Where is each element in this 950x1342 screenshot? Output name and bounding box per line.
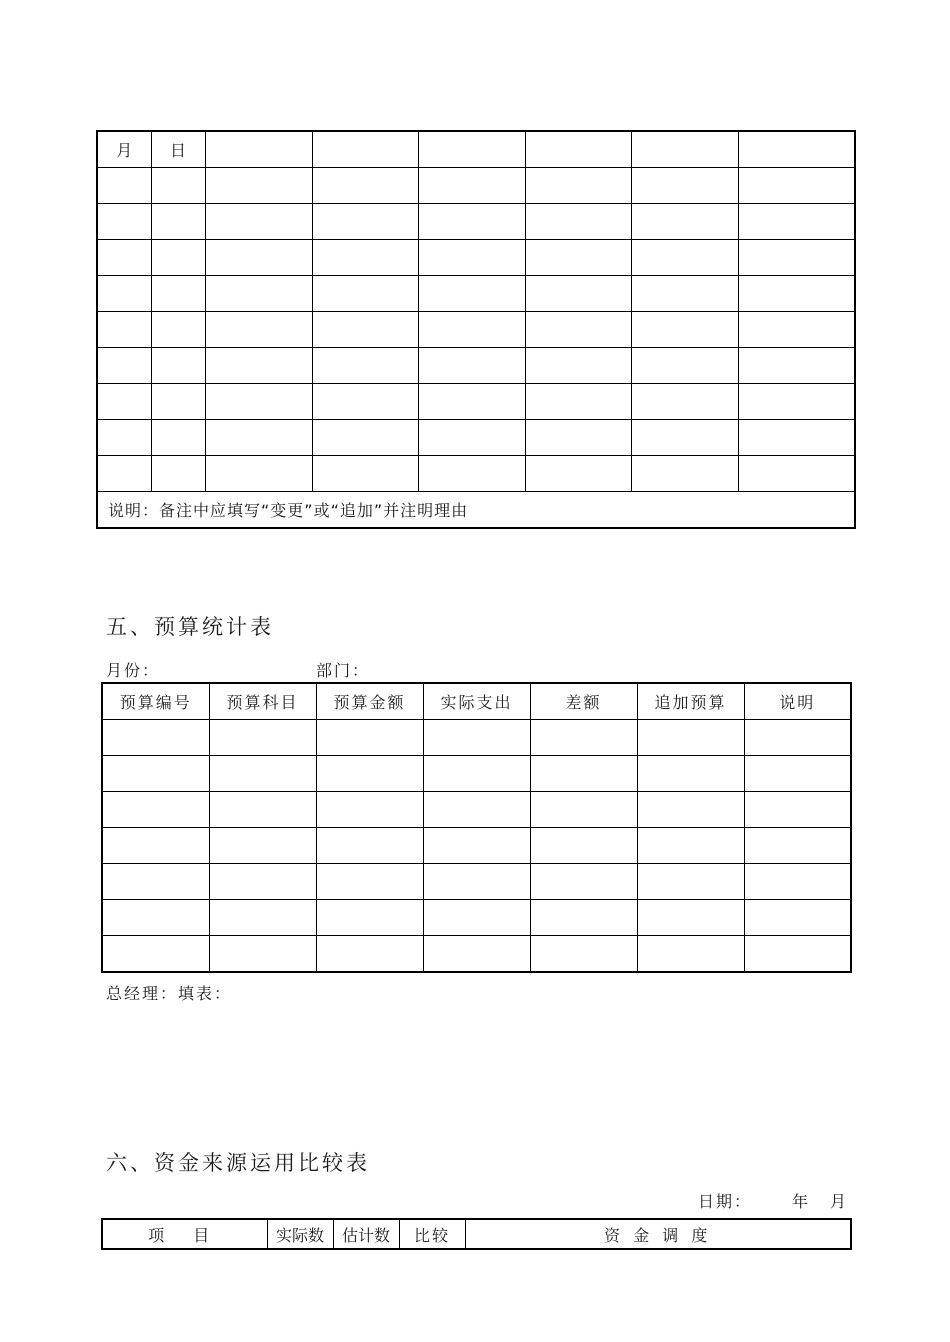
header-cell-description: 说明 [744, 683, 851, 720]
table-cell [151, 276, 205, 312]
daily-record-table [96, 130, 856, 529]
header-cell [631, 131, 738, 168]
table-cell [312, 384, 418, 420]
table-row [102, 828, 851, 864]
table-cell [102, 792, 209, 828]
table-cell [637, 792, 744, 828]
table-cell [738, 456, 855, 492]
table-cell [97, 384, 151, 420]
header-cell-day: 日 [151, 131, 205, 168]
table-cell [312, 240, 418, 276]
table-cell [418, 348, 525, 384]
table-cell [151, 312, 205, 348]
table-row [102, 900, 851, 936]
date-label: 日期： [698, 1192, 753, 1211]
table-cell [97, 312, 151, 348]
table-row [97, 456, 855, 492]
table-cell [205, 420, 312, 456]
header-cell-budget-code: 预算编号 [102, 683, 209, 720]
table-row [97, 204, 855, 240]
table-row [97, 312, 855, 348]
table-cell [744, 720, 851, 756]
table-cell [637, 756, 744, 792]
table-cell [97, 168, 151, 204]
section-title-budget: 五、预算统计表 [106, 615, 274, 639]
table-cell [637, 900, 744, 936]
table-row [97, 168, 855, 204]
table-row [102, 792, 851, 828]
table-header-row [102, 1219, 851, 1249]
table-cell [738, 420, 855, 456]
table-cell [530, 756, 637, 792]
table-cell [151, 420, 205, 456]
table-cell [418, 204, 525, 240]
table-cell [525, 312, 631, 348]
table-cell [209, 792, 316, 828]
table-cell [631, 384, 738, 420]
table-header-row [97, 131, 855, 168]
table-cell [738, 240, 855, 276]
table-header-row [102, 683, 851, 720]
table-cell [312, 348, 418, 384]
signature-footer: 总经理：填表： [106, 984, 233, 1003]
table-cell [316, 756, 423, 792]
table-cell [418, 420, 525, 456]
table-cell [97, 240, 151, 276]
header-cell [738, 131, 855, 168]
table-cell [102, 936, 209, 973]
table-cell [97, 456, 151, 492]
table-cell [637, 828, 744, 864]
department-label: 部门： [316, 661, 371, 680]
table-cell [738, 384, 855, 420]
month-unit-label: 月 [830, 1192, 849, 1211]
table-cell [102, 828, 209, 864]
table-row [97, 276, 855, 312]
table-cell [631, 276, 738, 312]
table-cell [744, 936, 851, 973]
table-cell [312, 312, 418, 348]
table-cell [312, 168, 418, 204]
table-cell [744, 900, 851, 936]
table-cell [738, 348, 855, 384]
table-cell [209, 864, 316, 900]
fund-comparison-table [101, 1218, 852, 1250]
table-cell [151, 456, 205, 492]
table-cell [418, 240, 525, 276]
table-cell [525, 204, 631, 240]
table-cell [744, 792, 851, 828]
table-cell [312, 420, 418, 456]
table-cell [631, 312, 738, 348]
note-text: 说明：备注中应填写“变更”或“追加”并注明理由 [97, 492, 855, 529]
header-cell-actual: 实际数 [267, 1219, 333, 1249]
table-cell [312, 204, 418, 240]
table-cell [530, 720, 637, 756]
table-cell [631, 420, 738, 456]
header-cell-difference: 差额 [530, 683, 637, 720]
table-cell [205, 348, 312, 384]
table-cell [738, 168, 855, 204]
table-cell [530, 828, 637, 864]
table-cell [316, 828, 423, 864]
section-title-fund-comparison: 六、资金来源运用比较表 [106, 1151, 370, 1175]
table-cell [205, 240, 312, 276]
header-cell-comparison: 比较 [399, 1219, 465, 1249]
table-cell [102, 900, 209, 936]
table-cell [738, 204, 855, 240]
table-cell [525, 456, 631, 492]
table-cell [631, 348, 738, 384]
table-cell [151, 348, 205, 384]
year-label: 年 [792, 1192, 811, 1211]
header-cell-budget-subject: 预算科目 [209, 683, 316, 720]
table-cell [525, 240, 631, 276]
header-cell-fund-scheduling: 资 金 调 度 [465, 1219, 851, 1249]
header-cell [418, 131, 525, 168]
table-cell [530, 864, 637, 900]
table-cell [205, 276, 312, 312]
table-cell [209, 936, 316, 973]
table-cell [525, 420, 631, 456]
header-cell-estimate: 估计数 [333, 1219, 399, 1249]
table-cell [423, 792, 530, 828]
table-cell [97, 348, 151, 384]
table-cell [631, 204, 738, 240]
table-cell [744, 828, 851, 864]
header-cell [525, 131, 631, 168]
table-cell [631, 456, 738, 492]
table-cell [205, 384, 312, 420]
table-cell [151, 384, 205, 420]
table-cell [423, 864, 530, 900]
table-cell [316, 720, 423, 756]
table-cell [525, 384, 631, 420]
table-cell [97, 420, 151, 456]
table-cell [525, 276, 631, 312]
table-cell [102, 864, 209, 900]
table-cell [423, 828, 530, 864]
table-cell [637, 864, 744, 900]
table-cell [418, 168, 525, 204]
table-cell [738, 312, 855, 348]
header-cell-month: 月 [97, 131, 151, 168]
header-cell [312, 131, 418, 168]
table-cell [205, 456, 312, 492]
header-cell-budget-amount: 预算金额 [316, 683, 423, 720]
table-row [102, 720, 851, 756]
table-cell [97, 204, 151, 240]
table-cell [423, 756, 530, 792]
table-cell [530, 792, 637, 828]
table-cell [525, 168, 631, 204]
table-cell [530, 900, 637, 936]
table-row [102, 864, 851, 900]
budget-statistics-table [101, 682, 852, 973]
table-cell [744, 756, 851, 792]
table-cell [316, 900, 423, 936]
table-cell [418, 384, 525, 420]
table-cell [312, 276, 418, 312]
table-cell [209, 720, 316, 756]
note-row [97, 492, 855, 529]
table-cell [205, 168, 312, 204]
table-cell [151, 204, 205, 240]
table-cell [209, 900, 316, 936]
table-cell [631, 240, 738, 276]
table-cell [637, 720, 744, 756]
table-cell [423, 720, 530, 756]
table-cell [738, 276, 855, 312]
table-cell [151, 240, 205, 276]
table-cell [637, 936, 744, 973]
table-row [97, 240, 855, 276]
table-row [102, 936, 851, 973]
header-cell-item: 项 目 [102, 1219, 267, 1249]
table-cell [102, 720, 209, 756]
table-cell [316, 936, 423, 973]
table-cell [744, 864, 851, 900]
table-cell [151, 168, 205, 204]
table-cell [423, 900, 530, 936]
table-row [97, 384, 855, 420]
table-cell [102, 756, 209, 792]
header-cell-actual-expense: 实际支出 [423, 683, 530, 720]
header-cell [205, 131, 312, 168]
table-cell [205, 312, 312, 348]
table-cell [209, 828, 316, 864]
table-cell [418, 312, 525, 348]
table-cell [418, 456, 525, 492]
table-cell [631, 168, 738, 204]
table-row [102, 756, 851, 792]
header-cell-additional-budget: 追加预算 [637, 683, 744, 720]
table-cell [316, 792, 423, 828]
table-cell [525, 348, 631, 384]
table-cell [205, 204, 312, 240]
table-cell [530, 936, 637, 973]
table-cell [423, 936, 530, 973]
table-row [97, 420, 855, 456]
table-row [97, 348, 855, 384]
table-cell [418, 276, 525, 312]
table-cell [316, 864, 423, 900]
month-label: 月份： [106, 661, 161, 680]
table-cell [209, 756, 316, 792]
table-cell [312, 456, 418, 492]
table-cell [97, 276, 151, 312]
